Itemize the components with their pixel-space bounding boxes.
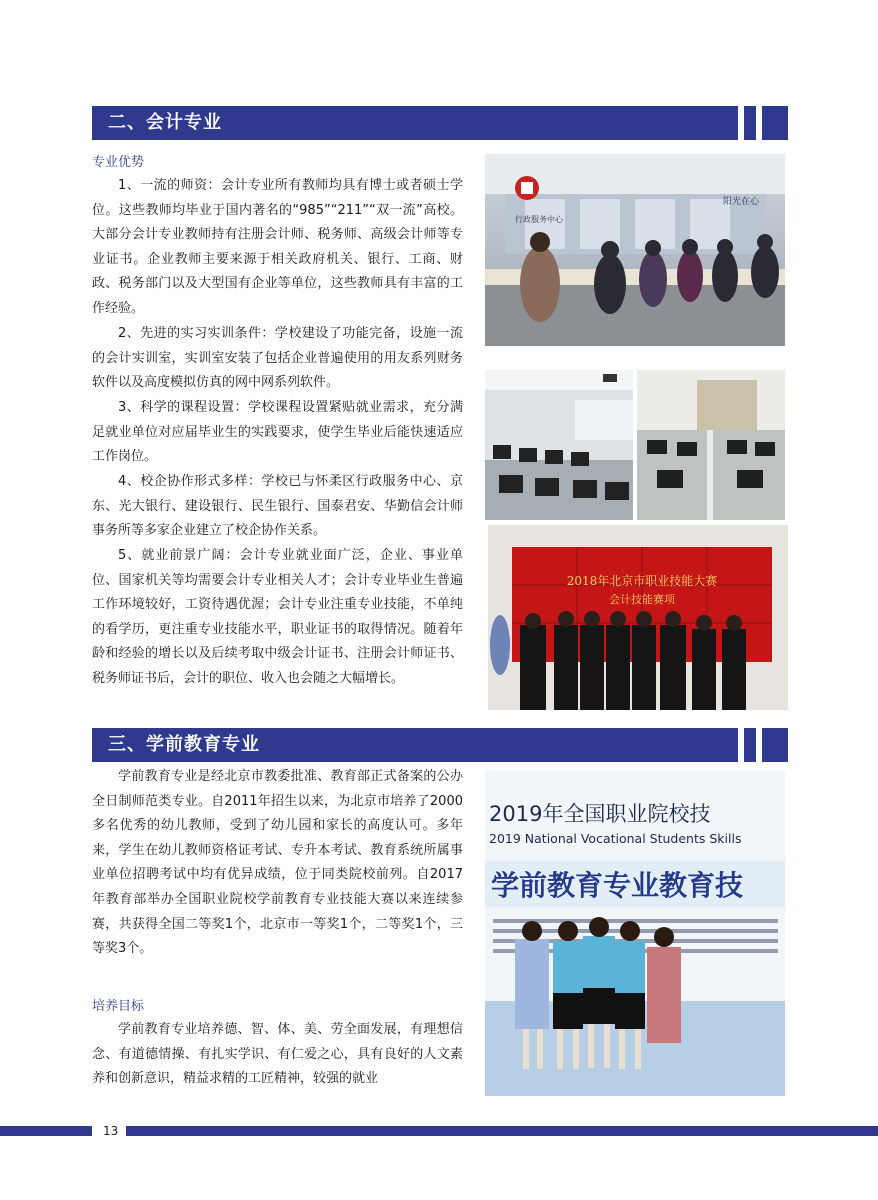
photo-service-hall xyxy=(485,154,785,346)
footer-line-left xyxy=(0,1126,92,1136)
service-sign-right: 阳光在心 xyxy=(723,197,760,207)
contest-title-line1: 2019年全国职业院校技 xyxy=(489,802,711,826)
section-header-preschool xyxy=(92,728,788,762)
header-accent-block xyxy=(744,728,756,762)
paragraph: 2、先进的实习实训条件：学校建设了功能完备，设施一流的会计实训室，实训室安装了包括企业普遍使用的用友系列财务软件以及高度模拟仿真的网中网系列软件。 xyxy=(92,326,463,391)
section-header-accounting xyxy=(92,106,788,140)
photo-computer-lab-1 xyxy=(485,370,633,520)
contest-title-line3: 学前教育专业教育技 xyxy=(491,869,744,902)
paragraph: 4、校企协作形式多样：学校已与怀柔区行政服务中心、京东、光大银行、建设银行、民生银行、国泰君安、华勤信会计师事务所等多家企业建立了校企协作关系。 xyxy=(92,474,463,539)
page-number: 13 xyxy=(103,1124,119,1138)
photo-accounting-competition xyxy=(488,525,788,710)
competition-banner-line2: 会计技能赛项 xyxy=(609,593,675,606)
section-title: 二、会计专业 xyxy=(92,106,738,140)
paragraph: 1、一流的师资：会计专业所有教师均具有博士或者硕士学位。这些教师均毕业于国内著名的“985”“211”“双一流”高校。大部分会计专业教师持有注册会计师、税务师、高级会计师等专业证书。企业教师主要来源于相关政府机关、银行、工商、财政、税务部门以及大型国有企业等单位，这些教师具有丰富的工作经验。 xyxy=(92,178,463,316)
section-title: 三、学前教育专业 xyxy=(92,728,738,762)
preschool-intro: 学前教育专业是经北京市教委批准、教育部正式备案的公办全日制师范类专业。自2011年招生以来，为北京市培养了2000多名优秀的幼儿教师，受到了幼儿园和家长的高度认可。多年来，学生在幼儿教师资格证考试、专升本考试、教育系统所属事业单位招聘考试中均有优异成绩，位于同类院校前列。自2017年教育部举办全国职业院校学前教育专业技能大赛以来连续参赛，共获得全国二等奖1个，北京市一等奖1个，二等奖1个，三等奖3个。 xyxy=(92,769,463,957)
header-accent-block xyxy=(762,728,788,762)
photo-computer-lab-2 xyxy=(637,370,785,520)
paragraph: 3、科学的课程设置：学校课程设置紧贴就业需求，充分满足就业单位对应届毕业生的实践要求，使学生毕业后能快速适应工作岗位。 xyxy=(92,400,463,465)
service-sign-left: 行政服务中心 xyxy=(515,215,563,224)
subheading-training-goals: 培养目标 xyxy=(92,999,145,1014)
contest-title-line2: 2019 National Vocational Students Skills xyxy=(489,831,742,846)
competition-banner-line1: 2018年北京市职业技能大赛 xyxy=(566,574,718,588)
paragraph: 5、就业前景广阔：会计专业就业面广泛，企业、事业单位、国家机关等均需要会计专业相关人才；会计专业毕业生普遍工作环境较好，工资待遇优渥；会计专业注重专业技能，不单纯的看学历，更注重专业技能水平，职业证书的取得情况。随着年龄和经验的增长以及后续考取中级会计证书、注册会计师证书、税务师证书后，会计的职位、收入也会随之大幅增长。 xyxy=(92,548,463,686)
footer-line-right xyxy=(126,1126,878,1136)
header-accent-block xyxy=(762,106,788,140)
photo-preschool-contest xyxy=(485,771,785,1096)
header-accent-block xyxy=(744,106,756,140)
preschool-goal: 学前教育专业培养德、智、体、美、劳全面发展，有理想信念、有道德情操、有扎实学识、有仁爱之心，具有良好的人文素养和创新意识，精益求精的工匠精神，较强的就业 xyxy=(92,1022,463,1087)
subheading-advantages: 专业优势 xyxy=(92,155,145,170)
